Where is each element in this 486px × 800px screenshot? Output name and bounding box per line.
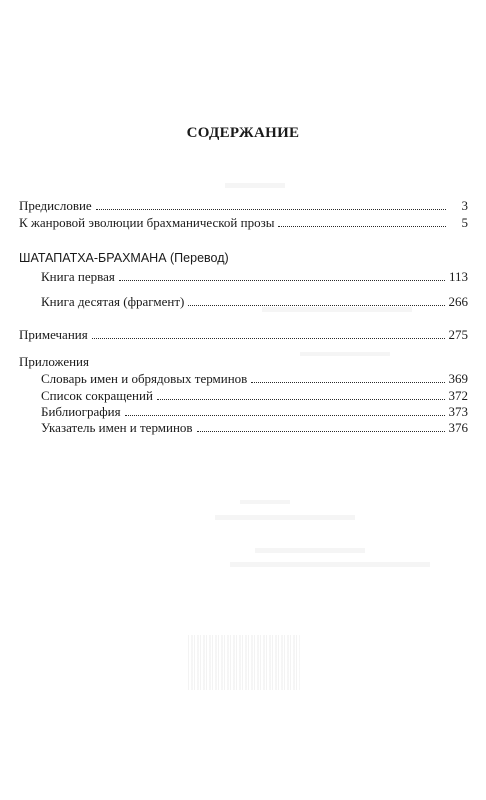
toc-entry[interactable] [41, 388, 468, 404]
bleed-through-mark [240, 500, 290, 504]
toc-entry-page: 376 [448, 420, 468, 435]
bleed-through-mark [255, 548, 365, 553]
toc-entry-label: Библиография [41, 404, 121, 419]
toc-entry-label: Книга первая [41, 269, 115, 284]
leader-dots [157, 389, 445, 400]
leader-dots [188, 295, 444, 306]
leader-dots [92, 328, 445, 339]
leader-dots [119, 270, 445, 281]
bleed-through-mark [230, 562, 430, 567]
leader-dots [278, 216, 446, 227]
toc-entry-page: 275 [448, 327, 468, 342]
toc-entry[interactable] [19, 198, 468, 214]
leader-dots [251, 372, 444, 383]
toc-entry-page: 113 [448, 269, 468, 284]
leader-dots [197, 421, 445, 432]
toc-entry[interactable] [41, 404, 468, 420]
toc-entry-page: 3 [461, 198, 468, 213]
toc-entry[interactable] [41, 294, 468, 310]
toc-entry-label: К жанровой эволюции брахманической прозы [19, 215, 275, 230]
toc-entry[interactable] [41, 269, 468, 285]
toc-entry-page: 369 [448, 371, 468, 386]
toc-entry-label: Список сокращений [41, 388, 153, 403]
bleed-through-mark [215, 515, 355, 520]
toc-entry-label: Указатель имен и терминов [41, 420, 193, 435]
bleed-through-mark [225, 183, 285, 188]
leader-dots [96, 199, 446, 210]
section-heading-translation: ШАТАПАТХА-БРАХМАНА (Перевод) [19, 251, 229, 265]
toc-entry[interactable] [41, 420, 468, 436]
toc-entry-page: 266 [448, 294, 468, 309]
toc-title: СОДЕРЖАНИЕ [186, 125, 300, 141]
toc-entry-page: 372 [448, 388, 468, 403]
toc-entry[interactable] [41, 371, 468, 387]
section-heading-appendices: Приложения [19, 354, 89, 369]
toc-entry-label: Предисловие [19, 198, 92, 213]
toc-entry-page: 5 [461, 215, 468, 230]
toc-entry-label: Книга десятая (фрагмент) [41, 294, 185, 309]
toc-entry[interactable] [19, 327, 468, 343]
toc-entry-page: 373 [448, 404, 468, 419]
toc-entry-label: Примечания [19, 327, 88, 342]
toc-entry[interactable] [19, 215, 468, 231]
leader-dots [125, 405, 445, 416]
toc-entry-label: Словарь имен и обрядовых терминов [41, 371, 248, 386]
bleed-through-mark [300, 352, 390, 356]
bleed-through-barcode [188, 635, 300, 690]
